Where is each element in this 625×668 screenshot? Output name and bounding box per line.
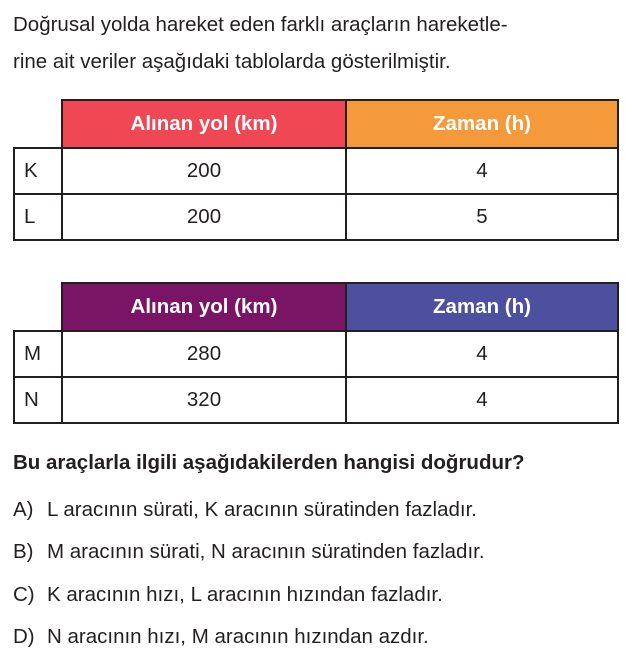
option-a[interactable]: [13, 498, 477, 522]
cell-distance: 200: [62, 148, 346, 194]
question-text: Bu araçlarla ilgili aşağıdakilerden hangisi doğrudur?: [13, 451, 525, 474]
option-text: N aracının hızı, M aracının hızından azdır.: [47, 625, 429, 648]
option-b[interactable]: [13, 540, 485, 564]
option-d[interactable]: [13, 625, 429, 649]
row-label: M: [14, 331, 62, 377]
cell-time: 4: [346, 148, 618, 194]
option-letter: B): [13, 540, 34, 563]
cell-distance: 280: [62, 331, 346, 377]
option-text: L aracının sürati, K aracının süratinden fazladır.: [47, 498, 477, 521]
option-letter: A): [13, 498, 34, 521]
header-distance: Alınan yol (km): [62, 100, 346, 148]
table-row: [14, 194, 618, 240]
cell-time: 4: [346, 377, 618, 423]
cell-distance: 320: [62, 377, 346, 423]
intro-line-2: rine ait veriler aşağıdaki tablolarda gösterilmiştir.: [13, 50, 451, 73]
option-letter: D): [13, 625, 35, 648]
table-corner: [14, 100, 62, 148]
row-label: N: [14, 377, 62, 423]
row-label: L: [14, 194, 62, 240]
table-row: [14, 377, 618, 423]
intro-line-1: Doğrusal yolda hareket eden farklı araçların hareketle-: [13, 13, 508, 36]
option-text: K aracının hızı, L aracının hızından fazladır.: [47, 583, 443, 606]
table-k-l: [13, 99, 619, 241]
table-m-n: [13, 282, 619, 424]
cell-distance: 200: [62, 194, 346, 240]
table-header-row: [14, 100, 618, 148]
option-c[interactable]: [13, 583, 443, 607]
header-distance: Alınan yol (km): [62, 283, 346, 331]
table-row: [14, 148, 618, 194]
table-row: [14, 331, 618, 377]
header-time: Zaman (h): [346, 100, 618, 148]
option-letter: C): [13, 583, 35, 606]
question-intro: [13, 6, 618, 80]
row-label: K: [14, 148, 62, 194]
cell-time: 4: [346, 331, 618, 377]
table-header-row: [14, 283, 618, 331]
cell-time: 5: [346, 194, 618, 240]
header-time: Zaman (h): [346, 283, 618, 331]
table-corner: [14, 283, 62, 331]
option-text: M aracının sürati, N aracının süratinden fazladır.: [47, 540, 485, 563]
